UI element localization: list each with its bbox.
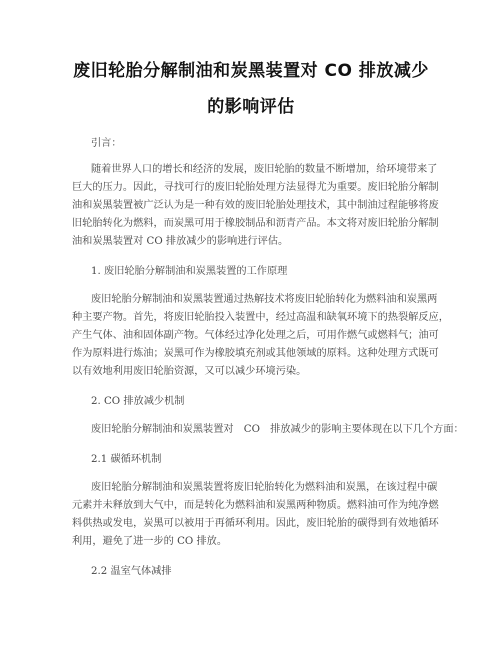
intro-line: 油和炭黑装置被广泛认为是一种有效的废旧轮胎处理技术，其中制油过程能够将废 (72, 200, 439, 211)
intro-line: 巨大的压力。因此，寻找可行的废旧轮胎处理方法显得尤为重要。废旧轮胎分解制 (72, 182, 439, 193)
document-title-line-2: 的影响评估 (207, 97, 295, 117)
section-2-1-line: 元素并未释放到大气中，而是转化为燃料油和炭黑两种物质。燃料油可作为纯净燃 (72, 500, 439, 511)
section-1-line: 以有效地利用废旧轮胎资源，又可以减少环境污染。 (72, 366, 307, 377)
section-1-line: 种主要产物。首先，将废旧轮胎投入装置中，经过高温和缺氧环境下的热裂解反应， (72, 312, 449, 323)
intro-line: 油和炭黑装置对 CO 排放减少的影响进行评估。 (72, 236, 289, 247)
section-2-intro: 废旧轮胎分解制油和炭黑装置对 CO 排放减少的影响主要体现在以下几个方面： (91, 424, 464, 435)
section-1-line: 废旧轮胎分解制油和炭黑装置通过热解技术将废旧轮胎转化为燃料油和炭黑两 (91, 294, 438, 305)
section-2-2-heading: 2.2 温室气体减排 (91, 566, 172, 577)
section-1-line: 作为原料进行炼油；炭黑可作为橡胶填充剂或其他领域的原料。这种处理方式既可 (72, 348, 439, 359)
document-title-line-1: 废旧轮胎分解制油和炭黑装置对 CO 排放减少 (73, 61, 429, 81)
intro-line: 随着世界人口的增长和经济的发展，废旧轮胎的数量不断增加，给环境带来了 (91, 164, 438, 175)
section-2-1-line: 料供热或发电，炭黑可以被用于再循环利用。因此，废旧轮胎的碳得到有效地循环 (72, 518, 439, 529)
section-2-1-line: 利用，避免了进一步的 CO 排放。 (72, 536, 228, 547)
section-2-1-line: 废旧轮胎分解制油和炭黑装置将废旧轮胎转化为燃料油和炭黑，在该过程中碳 (91, 482, 438, 493)
section-2-heading: 2. CO 排放减少机制 (91, 396, 185, 407)
intro-label: 引言： (91, 138, 122, 149)
section-2-1-heading: 2.1 碳循环机制 (91, 454, 162, 465)
intro-line: 旧轮胎转化为燃料，而炭黑可用于橡胶制品和沥青产品。本文将对废旧轮胎分解制 (72, 218, 439, 229)
section-1-line: 产生气体、油和固体副产物。气体经过净化处理之后，可用作燃气或燃料气；油可 (72, 330, 439, 341)
section-1-heading: 1. 废旧轮胎分解制油和炭黑装置的工作原理 (91, 266, 288, 277)
